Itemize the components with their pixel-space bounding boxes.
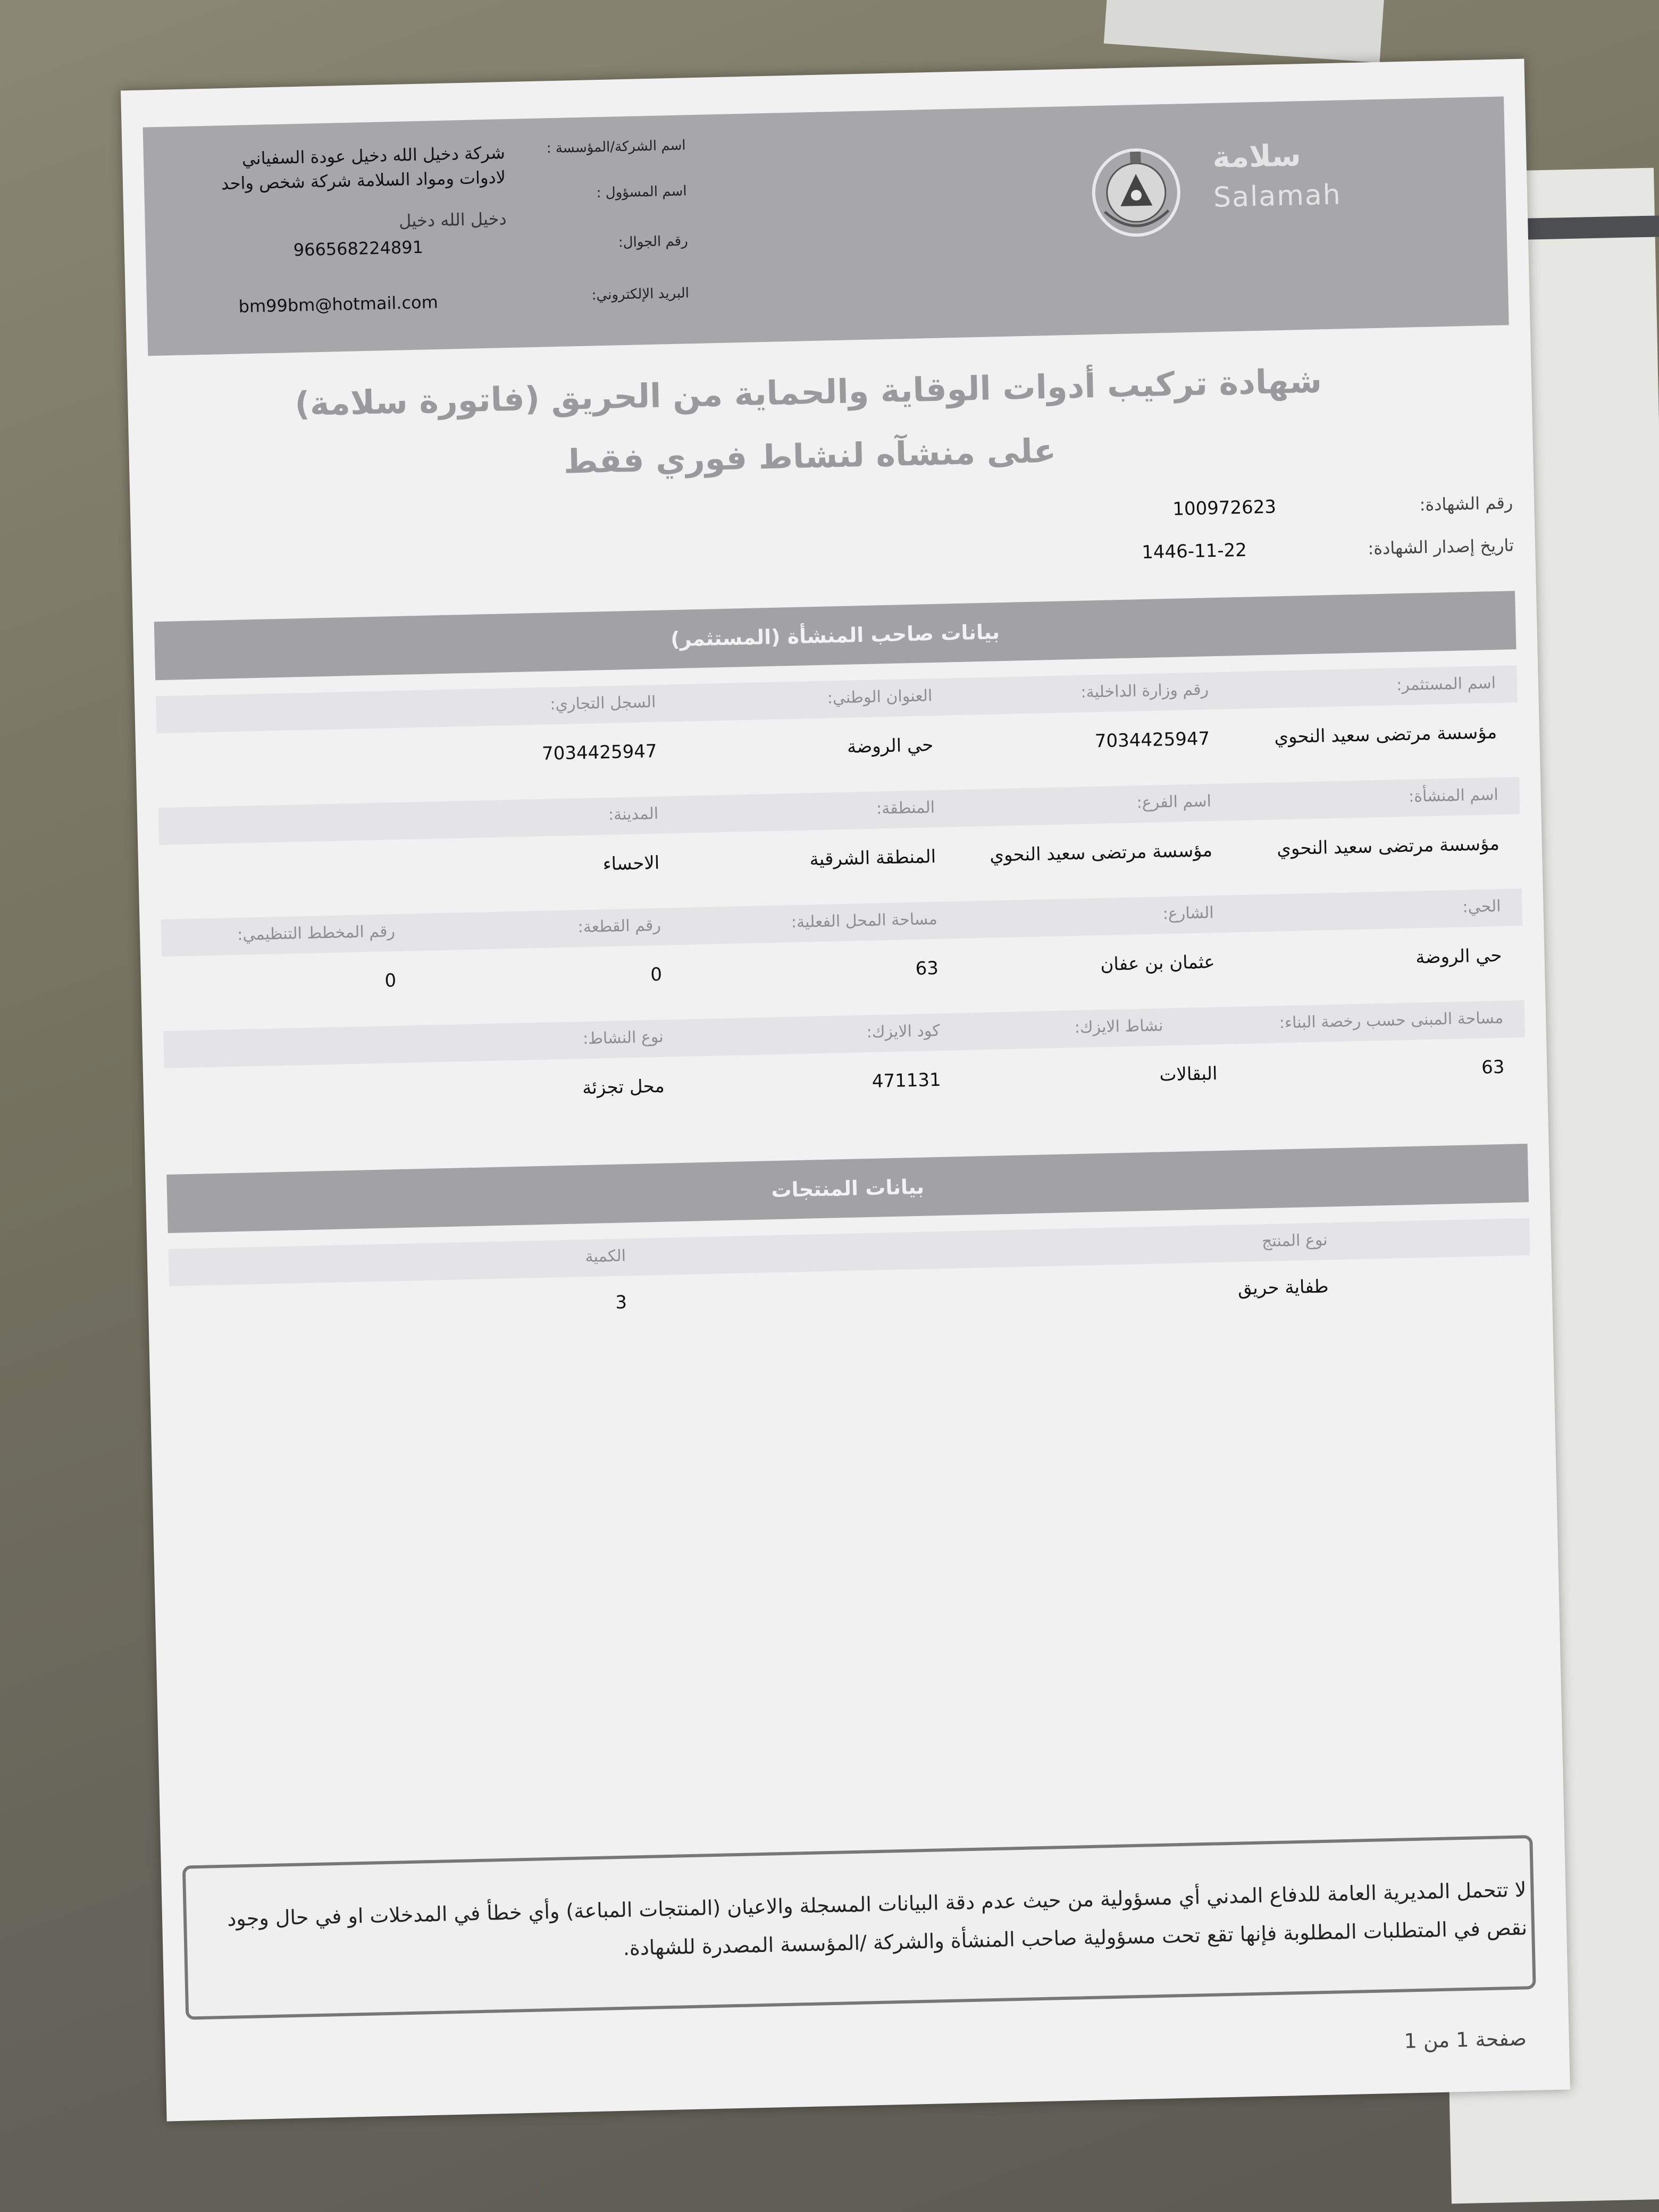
- salamah-logo-ar: سلامة: [1212, 138, 1302, 175]
- moi-number-value: 7034425947: [1094, 728, 1210, 752]
- branch-name-label: اسم الفرع:: [1136, 792, 1212, 812]
- isic-activity-value: البقالات: [1159, 1063, 1218, 1086]
- region-label: المنطقة:: [876, 798, 935, 818]
- quantity-label: الكمية: [585, 1246, 626, 1267]
- branch-name-value: مؤسسة مرتضى سعيد النحوي: [989, 840, 1213, 866]
- certificate-subtitle: على منشآه لنشاط فوري فقط: [563, 431, 1057, 481]
- issue-date-label: تاريخ إصدار الشهادة:: [1368, 535, 1514, 559]
- products-section-title: بيانات المنتجات: [166, 1144, 1529, 1233]
- mobile-value: 966568224891: [293, 237, 424, 261]
- actual-area-label: مساحة المحل الفعلية:: [791, 910, 938, 932]
- email-value: bm99bm@hotmail.com: [238, 292, 439, 317]
- investor-name-label: اسم المستثمر:: [1396, 674, 1496, 695]
- plan-number-label: رقم المخطط التنظيمي:: [237, 922, 396, 944]
- building-area-label: مساحة المبنى حسب رخصة البناء:: [1279, 1008, 1504, 1033]
- moi-number-label: رقم وزارة الداخلية:: [1080, 680, 1209, 702]
- activity-type-label: نوع النشاط:: [582, 1027, 664, 1049]
- city-value: الاحساء: [602, 852, 660, 875]
- certificate-number-label: رقم الشهادة:: [1419, 492, 1513, 515]
- facility-name-value: مؤسسة مرتضى سعيد النحوي: [1276, 833, 1500, 860]
- quantity-value: 3: [615, 1292, 627, 1313]
- email-label: البريد الإلكتروني:: [591, 285, 690, 304]
- page-number: صفحة 1 من 1: [1404, 2026, 1527, 2053]
- district-value: حي الروضة: [1415, 944, 1503, 968]
- national-address-value: حي الروضة: [847, 734, 934, 758]
- region-value: المنطقة الشرقية: [809, 846, 936, 870]
- certificate-page: [121, 59, 1570, 2122]
- building-area-value: 63: [1481, 1056, 1505, 1078]
- plan-number-value: 0: [384, 970, 397, 992]
- actual-area-value: 63: [915, 957, 939, 979]
- isic-activity-label: نشاط الايزك:: [1074, 1016, 1163, 1037]
- civil-defense-emblem-icon: [1085, 141, 1188, 244]
- disclaimer-text: لا تتحمل المديرية العامة للدفاع المدني أي مسؤولية من حيث عدم دقة البيانات المسجلة والاعيان (المنتجات المباعة) وأي خطأ في المدخلات او في حال وجود نقص في المتطلبات المطلوبة فإنها تقع تحت مسؤولية صاحب المنشأة والشركة /المؤسسة المصدرة للشهادة.: [227, 1878, 1528, 1960]
- certificate-title: شهادة تركيب أدوات الوقاية والحماية من الحريق (فاتورة سلامة): [294, 361, 1322, 424]
- salamah-logo-en: Salamah: [1213, 179, 1342, 214]
- commercial-register-label: السجل التجاري:: [550, 692, 656, 714]
- isic-code-label: كود الايزك:: [866, 1021, 940, 1042]
- header-band: [143, 96, 1509, 356]
- plot-number-value: 0: [650, 963, 663, 986]
- certificate-number-value: 100972623: [1172, 496, 1277, 520]
- company-label: اسم الشركة/المؤسسة :: [546, 137, 686, 157]
- plot-number-label: رقم القطعة:: [577, 916, 661, 937]
- owner-section-title: بيانات صاحب المنشأة (المستثمر): [154, 591, 1516, 680]
- street-label: الشارع:: [1162, 903, 1214, 924]
- issue-date-value: 1446-11-22: [1141, 539, 1247, 564]
- city-label: المدينة:: [608, 804, 659, 824]
- facility-name-label: اسم المنشأة:: [1408, 785, 1499, 806]
- investor-name-value: مؤسسة مرتضى سعيد النحوي: [1273, 722, 1497, 748]
- product-type-label: نوع المنتج: [1261, 1230, 1328, 1251]
- commercial-register-value: 7034425947: [541, 740, 657, 765]
- national-address-label: العنوان الوطني:: [827, 686, 933, 708]
- disclaimer-box: [182, 1835, 1536, 2020]
- responsible-value: دخيل الله دخيل: [398, 208, 507, 231]
- mobile-label: رقم الجوال:: [618, 233, 689, 251]
- street-value: عثمان بن عفان: [1100, 951, 1216, 976]
- company-value: شركة دخيل الله دخيل عودة السفياني لادوات ومواد السلامة شركة شخص واحد: [221, 143, 506, 194]
- responsible-label: اسم المسؤول :: [596, 183, 687, 202]
- product-type-value: طفاية حريق: [1237, 1276, 1329, 1300]
- district-label: الحي:: [1462, 896, 1501, 917]
- isic-code-value: 471131: [872, 1069, 942, 1092]
- activity-type-value: محل تجزئة: [582, 1075, 665, 1099]
